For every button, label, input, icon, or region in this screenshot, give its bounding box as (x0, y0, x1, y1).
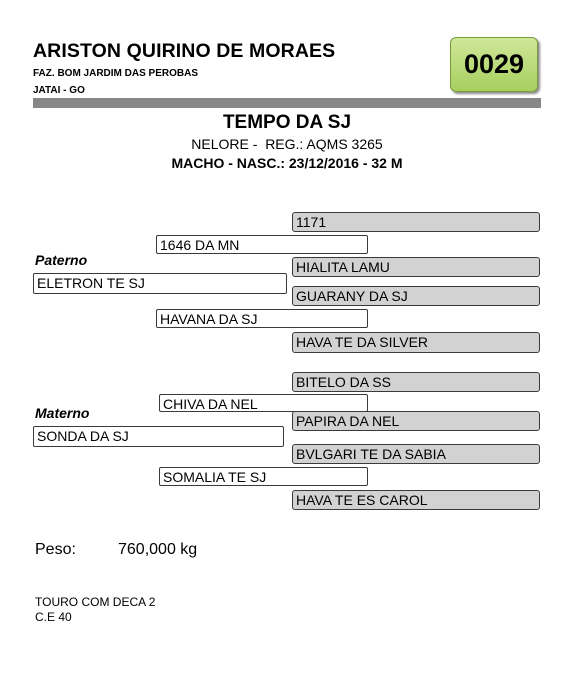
weight-label: Peso: (35, 541, 76, 558)
owner-name: ARISTON QUIRINO DE MORAES (33, 40, 336, 62)
paternal-label: Paterno (35, 252, 88, 268)
pedigree-sire-dam: HAVANA DA SJ (156, 309, 368, 328)
pedigree-dam: SONDA DA SJ (33, 426, 284, 447)
pedigree-sire-sire-sire: 1171 (292, 212, 540, 232)
maternal-label: Materno (35, 405, 90, 421)
farm-name: FAZ. BOM JARDIM DAS PEROBAS (33, 68, 199, 79)
pedigree-dam-sire-sire: BITELO DA SS (292, 372, 540, 392)
pedigree-sire-dam-sire: GUARANY DA SJ (292, 286, 540, 306)
pedigree-sire: ELETRON TE SJ (33, 273, 287, 294)
pedigree-dam-dam-sire: BVLGARI TE DA SABIA (292, 444, 540, 464)
pedigree-sire-sire: 1646 DA MN (156, 235, 368, 254)
note-line-2: C.E 40 (35, 610, 72, 624)
pedigree-sire-dam-dam: HAVA TE DA SILVER (292, 332, 540, 353)
city-name: JATAI - GO (33, 85, 85, 96)
breed-registration: NELORE - REG.: AQMS 3265 (191, 136, 383, 152)
pedigree-dam-sire: CHIVA DA NEL (159, 394, 368, 412)
pedigree-dam-sire-dam: PAPIRA DA NEL (292, 411, 540, 431)
pedigree-sire-sire-dam: HIALITA LAMU (292, 257, 540, 277)
pedigree-dam-dam-dam: HAVA TE ES CAROL (292, 490, 540, 510)
lot-number-badge: 0029 (450, 37, 538, 92)
sex-birthdate: MACHO - NASC.: 23/12/2016 - 32 M (171, 155, 403, 171)
header-divider (33, 98, 541, 108)
weight-value: 760,000 kg (118, 541, 198, 558)
pedigree-dam-dam: SOMALIA TE SJ (159, 467, 368, 486)
animal-name: TEMPO DA SJ (222, 112, 352, 133)
note-line-1: TOURO COM DECA 2 (35, 595, 156, 609)
